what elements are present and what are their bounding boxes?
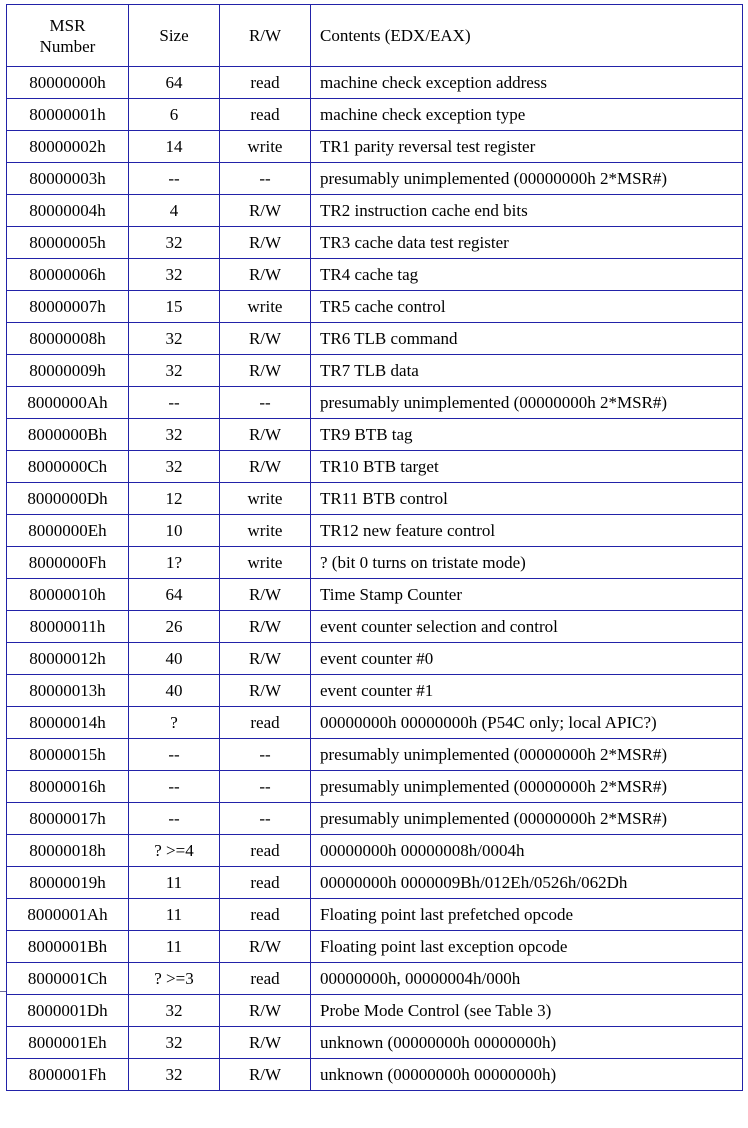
cell-rw: R/W <box>220 995 311 1027</box>
cell-msr-number: 80000005h <box>7 227 129 259</box>
table-row <box>7 227 743 259</box>
cell-size: 15 <box>129 291 220 323</box>
table-row <box>7 579 743 611</box>
cell-contents: presumably unimplemented (00000000h 2*MSR#) <box>311 771 743 803</box>
cell-rw: -- <box>220 803 311 835</box>
table-row <box>7 1059 743 1091</box>
cell-msr-number: 80000004h <box>7 195 129 227</box>
table-row <box>7 195 743 227</box>
cell-msr-number: 80000009h <box>7 355 129 387</box>
cell-contents: event counter #1 <box>311 675 743 707</box>
cell-rw: R/W <box>220 451 311 483</box>
cell-rw: -- <box>220 771 311 803</box>
cell-rw: read <box>220 707 311 739</box>
cell-contents: Probe Mode Control (see Table 3) <box>311 995 743 1027</box>
cell-contents: TR6 TLB command <box>311 323 743 355</box>
cell-msr-number: 8000000Ah <box>7 387 129 419</box>
cell-rw: read <box>220 867 311 899</box>
cell-msr-number: 80000001h <box>7 99 129 131</box>
cell-rw: write <box>220 483 311 515</box>
cell-msr-number: 80000013h <box>7 675 129 707</box>
cell-rw: read <box>220 899 311 931</box>
cell-contents: presumably unimplemented (00000000h 2*MSR#) <box>311 163 743 195</box>
cell-size: 64 <box>129 67 220 99</box>
cell-msr-number: 8000000Ch <box>7 451 129 483</box>
cell-rw: R/W <box>220 931 311 963</box>
cell-msr-number: 80000008h <box>7 323 129 355</box>
header-size: Size <box>129 5 220 67</box>
cell-size: -- <box>129 163 220 195</box>
cell-msr-number: 80000003h <box>7 163 129 195</box>
cell-msr-number: 8000001Bh <box>7 931 129 963</box>
cell-msr-number: 80000010h <box>7 579 129 611</box>
table-row <box>7 899 743 931</box>
table-row <box>7 995 743 1027</box>
cell-rw: R/W <box>220 195 311 227</box>
cell-contents: presumably unimplemented (00000000h 2*MSR#) <box>311 803 743 835</box>
cell-rw: R/W <box>220 323 311 355</box>
cell-size: 32 <box>129 1059 220 1091</box>
cell-rw: read <box>220 963 311 995</box>
cell-contents: TR12 new feature control <box>311 515 743 547</box>
table-row <box>7 323 743 355</box>
cell-msr-number: 8000000Bh <box>7 419 129 451</box>
cell-size: 10 <box>129 515 220 547</box>
cell-contents: 00000000h, 00000004h/000h <box>311 963 743 995</box>
cell-contents: unknown (00000000h 00000000h) <box>311 1027 743 1059</box>
table-row <box>7 131 743 163</box>
cell-rw: read <box>220 67 311 99</box>
table-header-row <box>7 5 743 67</box>
header-msr-line1: MSR <box>49 15 86 35</box>
cell-rw: write <box>220 291 311 323</box>
cell-msr-number: 8000000Eh <box>7 515 129 547</box>
table-row <box>7 451 743 483</box>
cell-rw: -- <box>220 163 311 195</box>
cell-msr-number: 80000018h <box>7 835 129 867</box>
table-row <box>7 355 743 387</box>
table-row <box>7 67 743 99</box>
cell-size: ? >=4 <box>129 835 220 867</box>
cell-rw: R/W <box>220 643 311 675</box>
table-row <box>7 259 743 291</box>
cell-rw: R/W <box>220 259 311 291</box>
cell-size: 11 <box>129 899 220 931</box>
cell-size: 6 <box>129 99 220 131</box>
cell-contents: TR10 BTB target <box>311 451 743 483</box>
cell-msr-number: 8000000Dh <box>7 483 129 515</box>
cell-size: ? <box>129 707 220 739</box>
table-row <box>7 963 743 995</box>
cell-size: 32 <box>129 227 220 259</box>
cell-size: -- <box>129 739 220 771</box>
cell-size: 32 <box>129 259 220 291</box>
cell-size: 32 <box>129 323 220 355</box>
cell-msr-number: 80000017h <box>7 803 129 835</box>
table-body <box>7 67 743 1091</box>
table-row <box>7 483 743 515</box>
cell-size: -- <box>129 387 220 419</box>
cell-rw: R/W <box>220 1027 311 1059</box>
cell-rw: write <box>220 131 311 163</box>
cell-contents: ? (bit 0 turns on tristate mode) <box>311 547 743 579</box>
cell-size: -- <box>129 771 220 803</box>
table-row <box>7 419 743 451</box>
table-row <box>7 1027 743 1059</box>
cell-msr-number: 80000012h <box>7 643 129 675</box>
cell-size: 32 <box>129 451 220 483</box>
cell-size: 40 <box>129 643 220 675</box>
cell-contents: Floating point last prefetched opcode <box>311 899 743 931</box>
table-row <box>7 931 743 963</box>
cell-msr-number: 80000002h <box>7 131 129 163</box>
cell-contents: TR9 BTB tag <box>311 419 743 451</box>
cell-msr-number: 80000000h <box>7 67 129 99</box>
cell-contents: machine check exception address <box>311 67 743 99</box>
cell-rw: write <box>220 515 311 547</box>
table-row <box>7 707 743 739</box>
margin-dash-mark <box>0 991 6 992</box>
cell-contents: event counter selection and control <box>311 611 743 643</box>
cell-msr-number: 8000001Ch <box>7 963 129 995</box>
table-row <box>7 611 743 643</box>
msr-table-container <box>6 4 743 1091</box>
cell-size: 4 <box>129 195 220 227</box>
cell-rw: read <box>220 835 311 867</box>
msr-table <box>6 4 743 1091</box>
cell-contents: TR7 TLB data <box>311 355 743 387</box>
cell-rw: R/W <box>220 579 311 611</box>
table-row <box>7 867 743 899</box>
cell-size: 32 <box>129 419 220 451</box>
cell-msr-number: 8000001Eh <box>7 1027 129 1059</box>
cell-rw: R/W <box>220 1059 311 1091</box>
table-row <box>7 835 743 867</box>
cell-size: 40 <box>129 675 220 707</box>
cell-msr-number: 80000016h <box>7 771 129 803</box>
cell-rw: R/W <box>220 227 311 259</box>
header-msr-line2: Number <box>39 36 96 56</box>
table-row <box>7 739 743 771</box>
cell-msr-number: 80000011h <box>7 611 129 643</box>
cell-contents: presumably unimplemented (00000000h 2*MSR#) <box>311 739 743 771</box>
cell-contents: event counter #0 <box>311 643 743 675</box>
cell-msr-number: 80000019h <box>7 867 129 899</box>
cell-size: 11 <box>129 867 220 899</box>
table-row <box>7 675 743 707</box>
cell-size: 32 <box>129 355 220 387</box>
cell-contents: TR5 cache control <box>311 291 743 323</box>
cell-contents: Time Stamp Counter <box>311 579 743 611</box>
cell-contents: TR1 parity reversal test register <box>311 131 743 163</box>
cell-rw: R/W <box>220 611 311 643</box>
cell-rw: -- <box>220 387 311 419</box>
cell-contents: unknown (00000000h 00000000h) <box>311 1059 743 1091</box>
cell-msr-number: 8000001Fh <box>7 1059 129 1091</box>
cell-size: 1? <box>129 547 220 579</box>
table-row <box>7 803 743 835</box>
cell-msr-number: 8000001Ah <box>7 899 129 931</box>
cell-size: -- <box>129 803 220 835</box>
cell-contents: 00000000h 0000009Bh/012Eh/0526h/062Dh <box>311 867 743 899</box>
cell-size: 14 <box>129 131 220 163</box>
table-row <box>7 291 743 323</box>
table-row <box>7 99 743 131</box>
cell-size: 26 <box>129 611 220 643</box>
table-row <box>7 163 743 195</box>
cell-contents: 00000000h 00000008h/0004h <box>311 835 743 867</box>
header-contents: Contents (EDX/EAX) <box>311 5 743 67</box>
cell-msr-number: 8000001Dh <box>7 995 129 1027</box>
cell-size: 64 <box>129 579 220 611</box>
table-row <box>7 643 743 675</box>
cell-msr-number: 80000014h <box>7 707 129 739</box>
table-row <box>7 387 743 419</box>
header-msr-number <box>7 5 129 67</box>
cell-size: 11 <box>129 931 220 963</box>
cell-rw: R/W <box>220 355 311 387</box>
cell-contents: machine check exception type <box>311 99 743 131</box>
table-row <box>7 547 743 579</box>
cell-contents: TR4 cache tag <box>311 259 743 291</box>
cell-rw: R/W <box>220 419 311 451</box>
cell-contents: TR3 cache data test register <box>311 227 743 259</box>
cell-contents: Floating point last exception opcode <box>311 931 743 963</box>
table-row <box>7 771 743 803</box>
cell-size: 12 <box>129 483 220 515</box>
cell-rw: R/W <box>220 675 311 707</box>
cell-size: 32 <box>129 995 220 1027</box>
cell-msr-number: 8000000Fh <box>7 547 129 579</box>
cell-rw: read <box>220 99 311 131</box>
cell-msr-number: 80000006h <box>7 259 129 291</box>
table-row <box>7 515 743 547</box>
cell-contents: presumably unimplemented (00000000h 2*MSR#) <box>311 387 743 419</box>
cell-size: 32 <box>129 1027 220 1059</box>
cell-rw: -- <box>220 739 311 771</box>
cell-size: ? >=3 <box>129 963 220 995</box>
cell-contents: TR2 instruction cache end bits <box>311 195 743 227</box>
cell-contents: TR11 BTB control <box>311 483 743 515</box>
header-rw: R/W <box>220 5 311 67</box>
cell-msr-number: 80000007h <box>7 291 129 323</box>
cell-msr-number: 80000015h <box>7 739 129 771</box>
cell-contents: 00000000h 00000000h (P54C only; local APIC?) <box>311 707 743 739</box>
cell-rw: write <box>220 547 311 579</box>
